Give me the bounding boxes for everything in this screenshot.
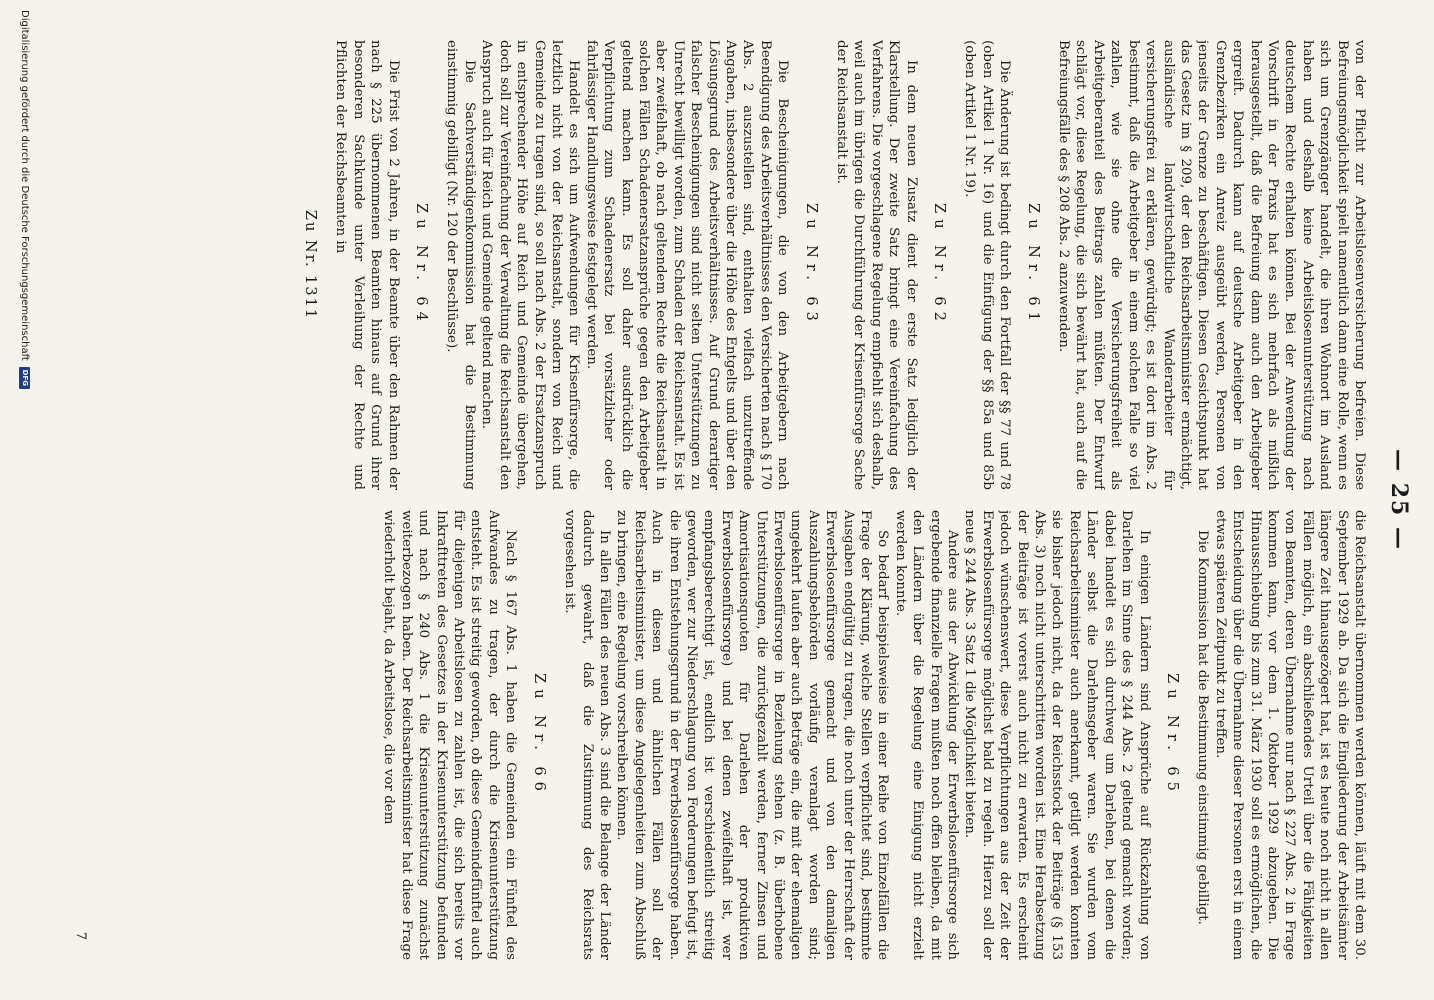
paragraph: Die Sachverständigenkommission hat die Bestimmung einstimmig gebilligt (Nr. 120 der Beschlüsse).	[444, 40, 477, 490]
paragraph: Die Frist von 2 Jahren, in der Beamte über den Rahmen der nach § 225 übernommenen Beamten hinaus auf Grund ihrer besonderen Sachkunde unter Verleihung der Rechte und Pflichten der Reichsbeamten in	[333, 40, 401, 490]
column-footer: Zu Nr. 1311	[302, 209, 319, 321]
section-heading: Zu Nr. 61	[1024, 203, 1041, 327]
paragraph: Handelt es sich um Aufwendungen für Krisenfürsorge, die letztlich nicht von der Reichsanstalt, sondern von Reich und Gemeinde zu tragen sind, so soll nach Abs. 2 der Ersatzanspruch in entsprechender Höhe auf Reich und Gemeinde übergehen, doch soll zur Vereinfachung der Verwaltung die Reichsanstalt den Anspruch auch für Reich und Gemeinde geltend machen.	[479, 40, 582, 490]
section-heading: Zu Nr. 64	[413, 203, 430, 327]
paragraph: In allen Fällen des neuen Abs. 3 sind die Belange der Länder dadurch gewahrt, daß die Zustimmung des Reichsrats vorgesehen ist.	[562, 510, 612, 960]
dfg-logo-icon: DFG	[19, 367, 30, 389]
paragraph: von der Pflicht zur Arbeitslosenversicherung befreien. Diese Befreiungsmöglichkeit spielt namentlich dann eine Rolle, wenn es sich um Grenzgänger handelt, die ihren Wohnort im Ausland haben und deshalb keine Arbeitslosenunterstützung nach deutschem Rechte erhalten können. Bei der Anwendung der Vorschrift in der Praxis hat es sich mehrfach als mißlich herausgestellt, daß die Befreiung dann auch den Arbeitgeber ergreift. Dadurch kann auf deutsche Arbeitgeber in den Grenzbezirken ein Anreiz ausgeübt werden, Personen von jenseits der Grenze zu beschäftigen. Diesen Gesichtspunkt hat das Gesetz im § 209, der den Reichsarbeitsminister ermächtigt, ausländische landwirtschaftliche Wanderarbeiter für versicherungsfrei zu erklären, gewürdigt; es ist dort im Abs. 2 bestimmt, daß die Arbeitgeber in einem solchen Falle so viel zahlen, wie sie ohne die Versicherungsfreiheit als Arbeitgeberanteil des Beitrags zahlen müßten. Der Entwurf schlägt vor, diese Regelung, die sich bewährt hat, auch auf die Befreiungsfälle des § 208 Abs. 2 anzuwenden.	[1056, 40, 1367, 490]
section-heading: Zu Nr. 65	[1163, 673, 1180, 797]
paragraph: Die Bescheinigungen, die von den Arbeitgebern nach Beendigung des Arbeitsverhältnisses den Versicherten nach § 170 Abs. 2 auszustellen sind, enthalten vielfach unzutreffende Angaben, insbesondere über die Höhe des Entgelts und über den Lösungsgrund des Arbeitsverhältnisses. Auf Grund derartiger falscher Bescheinigungen sind nicht selten Unterstützungen zu Unrecht bewilligt worden, zum Schaden der Reichsanstalt. Es ist aber zweifelhaft, ob nach geltendem Rechte die Reichsanstalt in solchen Fällen Schadenersatzansprüche gegen den Arbeitgeber geltend machen kann. Es soll daher ausdrücklich die Verpflichtung zum Schadenersatz bei vorsätzlicher oder fahrlässiger Handlungsweise festgelegt werden.	[583, 40, 791, 490]
digitization-note-text: Digitalisierung gefördert durch die Deutsche Forschungsgemeinschaft	[19, 10, 30, 361]
page-number: — 25 —	[1386, 449, 1412, 551]
paragraph: In dem neuen Zusatz dient der erste Satz lediglich der Klarstellung. Der zweite Satz bringt eine Vereinfachung des Verfahrens. Die vorgeschlagene Regelung empfiehlt sich deshalb, weil auch im übrigen die Durchführung der Krisenfürsorge Sache der Reichsanstalt ist.	[834, 40, 919, 490]
paragraph: Andere aus der Abwicklung der Erwerbslosenfürsorge sich ergebende finanzielle Fragen mußten noch offen bleiben, da mit den Ländern über die Regelung eine Einigung nicht erzielt werden konnte.	[892, 510, 961, 960]
right-column	[88, 510, 1368, 960]
section-heading: Zu Nr. 62	[931, 203, 948, 327]
paragraph: So bedarf beispielsweise in einer Reihe von Einzelfällen die Frage der Klärung, welche Stellen verpflichtet sind, bestimmte Ausgaben endgültig zu tragen, die noch unter der Herrschaft der Erwerbslosenfürsorge gemacht und von den damaligen Auszahlungsbehörden vorläufig veranlagt worden sind; umgekehrt laufen aber auch Beträge ein, die mit der ehemaligen Erwerbslosenfürsorge in Beziehung stehen (z. B. überhobene Unterstützungen, die zurückgezahlt werden, ferner Zinsen und Amortisationsquoten für Darlehen der produktiven Erwerbslosenfürsorge) und bei denen zweifelhaft ist, wer empfangsberechtigt ist, endlich ist verschiedentlich streitig geworden, wer zur Niederschlagung von Forderungen befugt ist, die ihren Entstehungsgrund in der Erwerbslosenfürsorge haben. Auch in diesen und ähnlichen Fällen soll der Reichsarbeitsminister, um diese Angelegenheiten zum Abschluß zu bringen, eine Regelung vorschreiben können.	[614, 510, 891, 960]
sheet-signature: 7	[73, 931, 88, 940]
paragraph: die Reichsanstalt übernommen werden können, läuft mit dem 30. September 1929 ab. Da sich die Eingliederung der Arbeitsämter längere Zeit hinausgezögert hat, ist es heute noch nicht in allen Fällen möglich, ein abschließendes Urteil über die Fähigkeiten von Beamten, deren Übernahme nur nach § 227 Abs. 2 in Frage kommen kann, vor dem 1. Oktober 1929 abzugeben. Die Hinausschiebung bis zum 31. März 1930 soll es ermöglichen, die Entscheidung über die Übernahme dieser Personen erst in einem etwas späteren Zeitpunkt zu treffen.	[1212, 510, 1367, 960]
digitization-note	[19, 10, 30, 389]
text-columns	[88, 40, 1368, 960]
paragraph: Die Änderung ist bedingt durch den Fortfall der §§ 77 und 78 (oben Artikel 1 Nr. 16) und die Einfügung der §§ 85a und 85b (oben Artikel 1 Nr. 19).	[962, 40, 1013, 490]
paragraph: Die Kommission hat die Bestimmung einstimmig gebilligt.	[1195, 530, 1211, 925]
section-heading: Zu Nr. 66	[530, 673, 547, 797]
left-column	[88, 40, 1368, 490]
section-heading: Zu Nr. 63	[802, 203, 819, 327]
paragraph: In einigen Ländern sind Ansprüche auf Rückzahlung von Darlehen im Sinne des § 244 Abs. 2 geltend gemacht worden; dabei handelt es sich durchweg um Darlehen, bei denen die Länder selbst die Darlehnsgeber waren. Sie wurden vom Reichsarbeitsminister auch anerkannt, getilgt werden konnten sie bisher jedoch nicht, da der Reichsstock der Beiträge (§ 153 Abs. 3) noch nicht unterschritten worden ist. Eine Herabsetzung der Beiträge ist vorerst auch nicht zu erwarten. Es erscheint jedoch wünschenswert, diese Verpflichtungen aus der Zeit der Erwerbslosenfürsorge möglichst bald zu regeln. Hierzu soll der neue § 244 Abs. 3 Satz 1 die Möglichkeit bieten.	[962, 510, 1152, 960]
paragraph: Nach § 167 Abs. 1 haben die Gemeinden ein Fünftel des Aufwandes zu tragen, der durch die Krisenunterstützung entsteht. Es ist streitig geworden, ob diese Gemeindefünftel auch für diejenigen Arbeitslosen zu zahlen ist, die sich bereits vor Inkrafttreten des Gesetzes in der Krisenunterstützung befunden und nach § 240 Abs. 1 die Krisenunterstützung zunächst weiterbezogen haben. Der Reichsarbeitsminister hat diese Frage wiederholt bejaht, da Arbeitslose, die vor dem	[381, 510, 519, 960]
